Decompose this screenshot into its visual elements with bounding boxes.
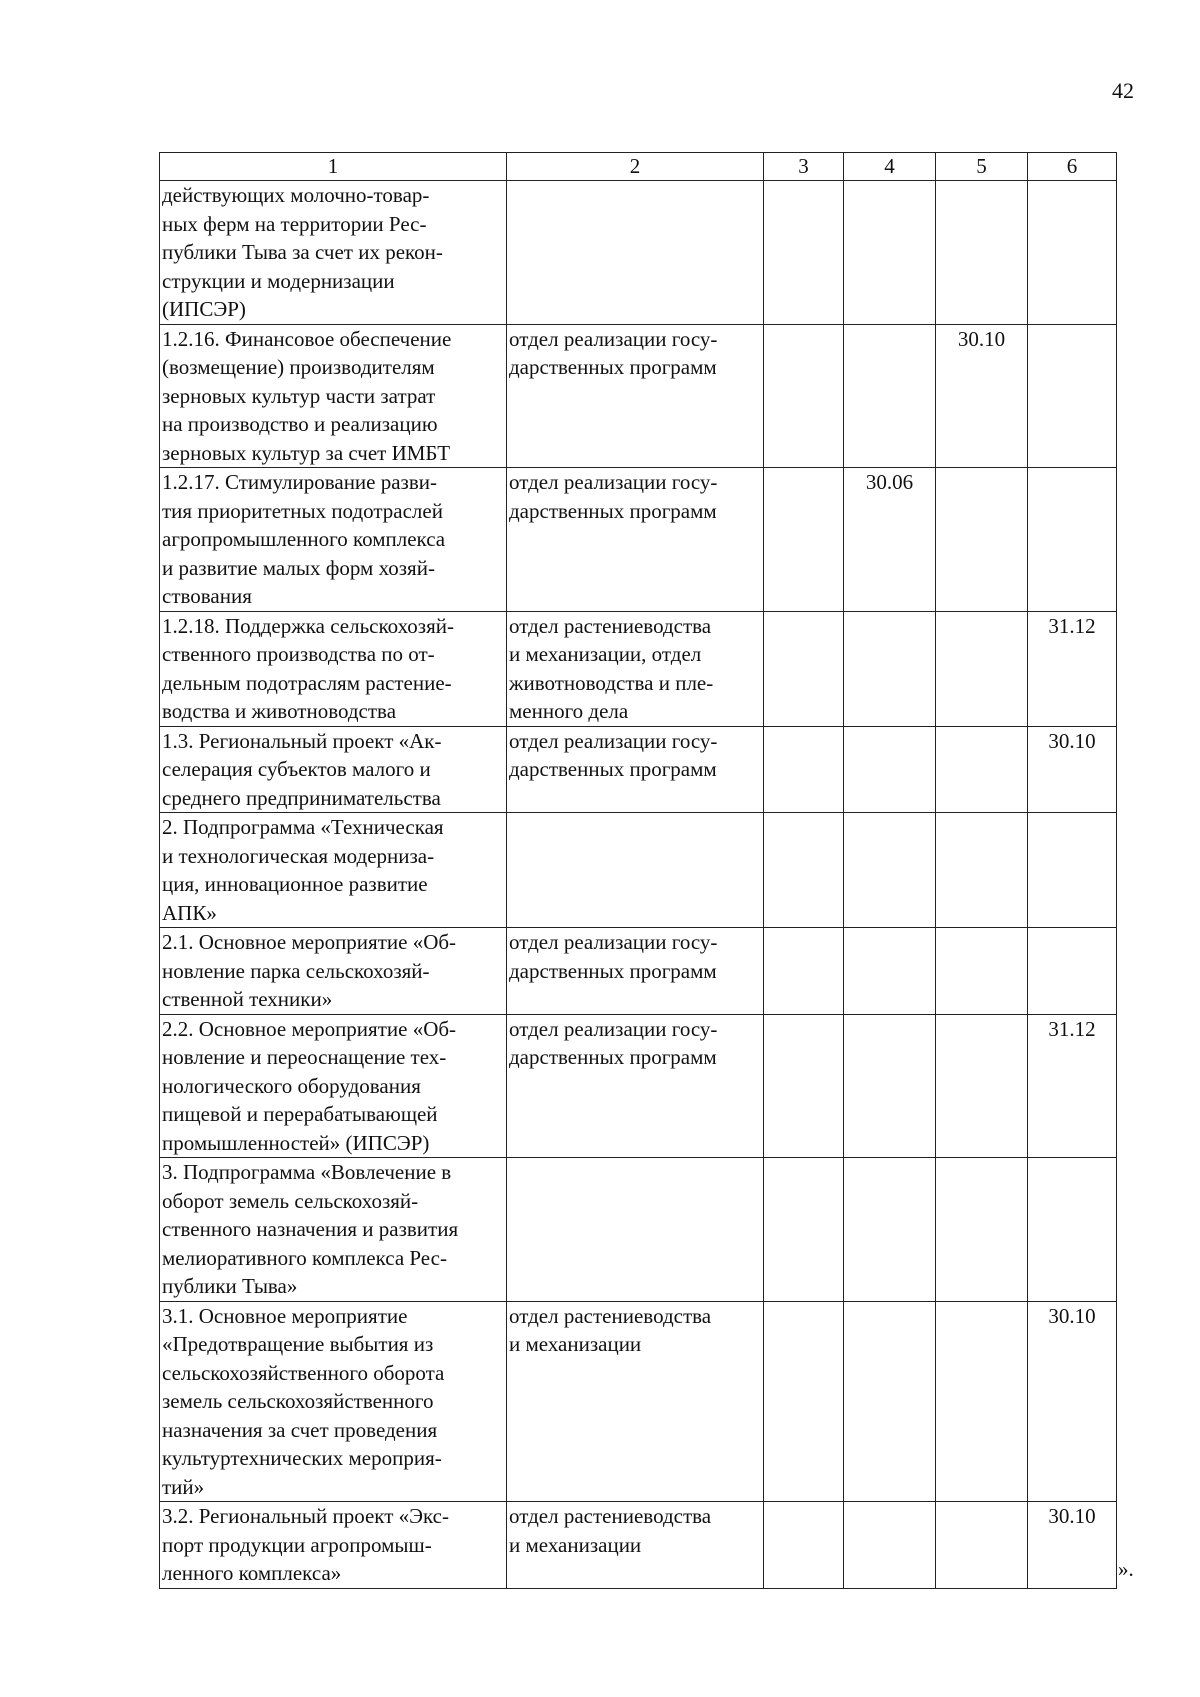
table-row bbox=[160, 611, 1117, 726]
date-cell-col-6: 30.10 bbox=[1028, 1301, 1117, 1502]
event-name-line: 3.2. Региональный проект «Экс- bbox=[162, 1504, 449, 1528]
event-name-line: среднего предпринимательства bbox=[162, 785, 441, 810]
event-name-line: АПК» bbox=[162, 900, 217, 925]
event-name-line: 1.3. Региональный проект «Ак- bbox=[162, 728, 442, 753]
date-cell-col-5: 30.10 bbox=[936, 324, 1028, 468]
date-cell-col-4 bbox=[844, 1158, 936, 1302]
executor-cell bbox=[507, 324, 764, 468]
date-cell-col-5 bbox=[936, 928, 1028, 1015]
date-cell-col-3 bbox=[764, 726, 844, 813]
executor-line: дарственных программ bbox=[509, 355, 717, 379]
event-name-line: зерновых культур за счет ИМБТ bbox=[162, 440, 451, 465]
event-name-cell bbox=[160, 1502, 507, 1589]
date-cell-col-5 bbox=[936, 181, 1028, 325]
event-name-line: промышленностей» (ИПСЭР) bbox=[162, 1130, 430, 1155]
executor-line: отдел растениеводства bbox=[509, 1504, 712, 1528]
executor-line: дарственных программ bbox=[509, 1045, 717, 1069]
table-row bbox=[160, 1502, 1117, 1589]
executor-cell bbox=[507, 611, 764, 726]
executor-line: животноводства и пле- bbox=[509, 670, 714, 695]
date-cell-col-6: 30.10 bbox=[1028, 1502, 1117, 1589]
event-name-line: 1.2.17. Стимулирование разви- bbox=[162, 470, 437, 494]
date-cell-col-4 bbox=[844, 1301, 936, 1502]
executor-cell bbox=[507, 928, 764, 1015]
executor-cell bbox=[507, 1502, 764, 1589]
date-cell-col-3 bbox=[764, 324, 844, 468]
executor-line: отдел реализации госу- bbox=[509, 930, 718, 954]
executor-line: отдел реализации госу- bbox=[509, 470, 718, 494]
page-number: 42 bbox=[1112, 78, 1134, 103]
date-cell-col-3 bbox=[764, 1158, 844, 1302]
event-name-line: 2.1. Основное мероприятие «Об- bbox=[162, 930, 457, 954]
date-cell-col-5 bbox=[936, 1301, 1028, 1502]
date-cell-col-6 bbox=[1028, 813, 1117, 928]
date-cell-col-3 bbox=[764, 1301, 844, 1502]
event-name-line: порт продукции агропромыш- bbox=[162, 1532, 432, 1557]
executor-line: отдел растениеводства bbox=[509, 1303, 712, 1328]
event-name-cell bbox=[160, 611, 507, 726]
event-name-line: 3. Подпрограмма «Вовлечение в bbox=[162, 1160, 452, 1184]
event-name-line: публики Тыва» bbox=[162, 1274, 298, 1298]
event-name-line: новление парка сельскохозяй- bbox=[162, 958, 430, 983]
event-name-cell bbox=[160, 1158, 507, 1302]
date-cell-col-6 bbox=[1028, 468, 1117, 612]
event-name-line: культуртехнических мероприя- bbox=[162, 1446, 442, 1470]
date-cell-col-4 bbox=[844, 1502, 936, 1589]
date-cell-col-6 bbox=[1028, 928, 1117, 1015]
date-cell-col-5 bbox=[936, 1158, 1028, 1302]
table-row bbox=[160, 1158, 1117, 1302]
header-col-2: 2 bbox=[507, 153, 764, 181]
event-name-line: публики Тыва за счет их рекон- bbox=[162, 240, 443, 264]
event-name-line: и развитие малых форм хозяй- bbox=[162, 555, 435, 580]
date-cell-col-5 bbox=[936, 813, 1028, 928]
executor-line: отдел реализации госу- bbox=[509, 728, 718, 753]
event-name-line: водства и животноводства bbox=[162, 699, 397, 723]
event-name-line: дельным подотраслям растение- bbox=[162, 670, 452, 695]
date-cell-col-3 bbox=[764, 813, 844, 928]
executor-line: и механизации, отдел bbox=[509, 642, 702, 666]
table-row bbox=[160, 324, 1117, 468]
date-cell-col-4 bbox=[844, 1014, 936, 1158]
header-col-6: 6 bbox=[1028, 153, 1117, 181]
date-cell-col-3 bbox=[764, 1014, 844, 1158]
date-cell-col-4 bbox=[844, 324, 936, 468]
date-cell-col-4: 30.06 bbox=[844, 468, 936, 612]
date-cell-col-6: 31.12 bbox=[1028, 611, 1117, 726]
table-row bbox=[160, 1014, 1117, 1158]
event-name-cell bbox=[160, 1014, 507, 1158]
executor-cell bbox=[507, 726, 764, 813]
event-name-cell bbox=[160, 324, 507, 468]
date-cell-col-4 bbox=[844, 611, 936, 726]
header-row bbox=[160, 153, 1117, 181]
event-name-cell bbox=[160, 468, 507, 612]
date-cell-col-3 bbox=[764, 468, 844, 612]
event-name-line: тий» bbox=[162, 1474, 205, 1499]
date-cell-col-5 bbox=[936, 611, 1028, 726]
event-name-line: и технологическая модерниза- bbox=[162, 843, 435, 868]
date-cell-col-5 bbox=[936, 1014, 1028, 1158]
event-name-line: сельскохозяйственного оборота bbox=[162, 1360, 445, 1385]
event-name-line: «Предотвращение выбытия из bbox=[162, 1332, 434, 1356]
event-name-line: ственного производства по от- bbox=[162, 642, 435, 666]
event-name-line: 3.1. Основное мероприятие bbox=[162, 1303, 408, 1328]
event-name-line: зерновых культур части затрат bbox=[162, 383, 436, 408]
date-cell-col-6: 30.10 bbox=[1028, 726, 1117, 813]
event-name-line: оборот земель сельскохозяй- bbox=[162, 1188, 419, 1213]
executor-line: отдел растениеводства bbox=[509, 613, 712, 638]
event-name-line: 1.2.18. Поддержка сельскохозяй- bbox=[162, 613, 454, 638]
date-cell-col-6 bbox=[1028, 324, 1117, 468]
closing-quote-mark: ». bbox=[1118, 1557, 1134, 1581]
event-name-line: ных ферм на территории Рес- bbox=[162, 211, 427, 236]
table-row bbox=[160, 181, 1117, 325]
event-name-line: (ИПСЭР) bbox=[162, 297, 246, 321]
executor-cell bbox=[507, 1301, 764, 1502]
event-name-line: 2.2. Основное мероприятие «Об- bbox=[162, 1016, 457, 1041]
date-cell-col-3 bbox=[764, 928, 844, 1015]
event-name-line: новление и переоснащение тех- bbox=[162, 1045, 447, 1069]
executor-cell bbox=[507, 468, 764, 612]
date-cell-col-3 bbox=[764, 611, 844, 726]
executor-line: отдел реализации госу- bbox=[509, 326, 718, 351]
event-name-cell bbox=[160, 928, 507, 1015]
date-cell-col-4 bbox=[844, 181, 936, 325]
event-name-line: нологического оборудования bbox=[162, 1073, 421, 1098]
executor-cell bbox=[507, 1014, 764, 1158]
executor-cell bbox=[507, 1158, 764, 1302]
executor-line: отдел реализации госу- bbox=[509, 1016, 718, 1041]
event-name-cell bbox=[160, 726, 507, 813]
event-name-line: ция, инновационное развитие bbox=[162, 872, 428, 896]
event-name-line: земель сельскохозяйственного bbox=[162, 1389, 434, 1413]
event-name-line: на производство и реализацию bbox=[162, 412, 438, 436]
date-cell-col-5 bbox=[936, 1502, 1028, 1589]
table-row bbox=[160, 468, 1117, 612]
event-name-line: 1.2.16. Финансовое обеспечение bbox=[162, 326, 452, 351]
date-cell-col-6 bbox=[1028, 181, 1117, 325]
event-name-line: (возмещение) производителям bbox=[162, 355, 435, 379]
event-name-line: мелиоративного комплекса Рес- bbox=[162, 1245, 447, 1270]
date-cell-col-3 bbox=[764, 181, 844, 325]
schedule-table bbox=[159, 152, 1117, 1589]
event-name-cell bbox=[160, 1301, 507, 1502]
executor-line: и механизации bbox=[509, 1532, 642, 1557]
header-col-5: 5 bbox=[936, 153, 1028, 181]
event-name-line: 2. Подпрограмма «Техническая bbox=[162, 815, 444, 839]
date-cell-col-5 bbox=[936, 726, 1028, 813]
event-name-line: назначения за счет проведения bbox=[162, 1417, 438, 1442]
date-cell-col-4 bbox=[844, 928, 936, 1015]
event-name-line: пищевой и перерабатывающей bbox=[162, 1102, 438, 1126]
executor-line: менного дела bbox=[509, 699, 629, 723]
executor-line: дарственных программ bbox=[509, 498, 717, 523]
date-cell-col-4 bbox=[844, 726, 936, 813]
date-cell-col-3 bbox=[764, 1502, 844, 1589]
event-name-line: тия приоритетных подотраслей bbox=[162, 498, 443, 523]
event-name-cell bbox=[160, 181, 507, 325]
date-cell-col-6: 31.12 bbox=[1028, 1014, 1117, 1158]
header-col-3: 3 bbox=[764, 153, 844, 181]
table-row bbox=[160, 813, 1117, 928]
event-name-line: ствования bbox=[162, 584, 252, 608]
table-body bbox=[160, 153, 1117, 1589]
table-row bbox=[160, 726, 1117, 813]
header-col-4: 4 bbox=[844, 153, 936, 181]
event-name-cell bbox=[160, 813, 507, 928]
table-row bbox=[160, 1301, 1117, 1502]
event-name-line: ственной техники» bbox=[162, 987, 333, 1011]
event-name-line: селерация субъектов малого и bbox=[162, 757, 431, 781]
executor-cell bbox=[507, 813, 764, 928]
event-name-line: ленного комплекса» bbox=[162, 1561, 342, 1585]
executor-line: и механизации bbox=[509, 1332, 642, 1356]
date-cell-col-6 bbox=[1028, 1158, 1117, 1302]
event-name-line: струкции и модернизации bbox=[162, 268, 395, 293]
date-cell-col-4 bbox=[844, 813, 936, 928]
executor-line: дарственных программ bbox=[509, 958, 717, 983]
header-col-1: 1 bbox=[160, 153, 507, 181]
table-row bbox=[160, 928, 1117, 1015]
event-name-line: ственного назначения и развития bbox=[162, 1217, 459, 1241]
event-name-line: действующих молочно-товар- bbox=[162, 183, 430, 207]
executor-cell bbox=[507, 181, 764, 325]
date-cell-col-5 bbox=[936, 468, 1028, 612]
executor-line: дарственных программ bbox=[509, 757, 717, 781]
event-name-line: агропромышленного комплекса bbox=[162, 527, 446, 551]
